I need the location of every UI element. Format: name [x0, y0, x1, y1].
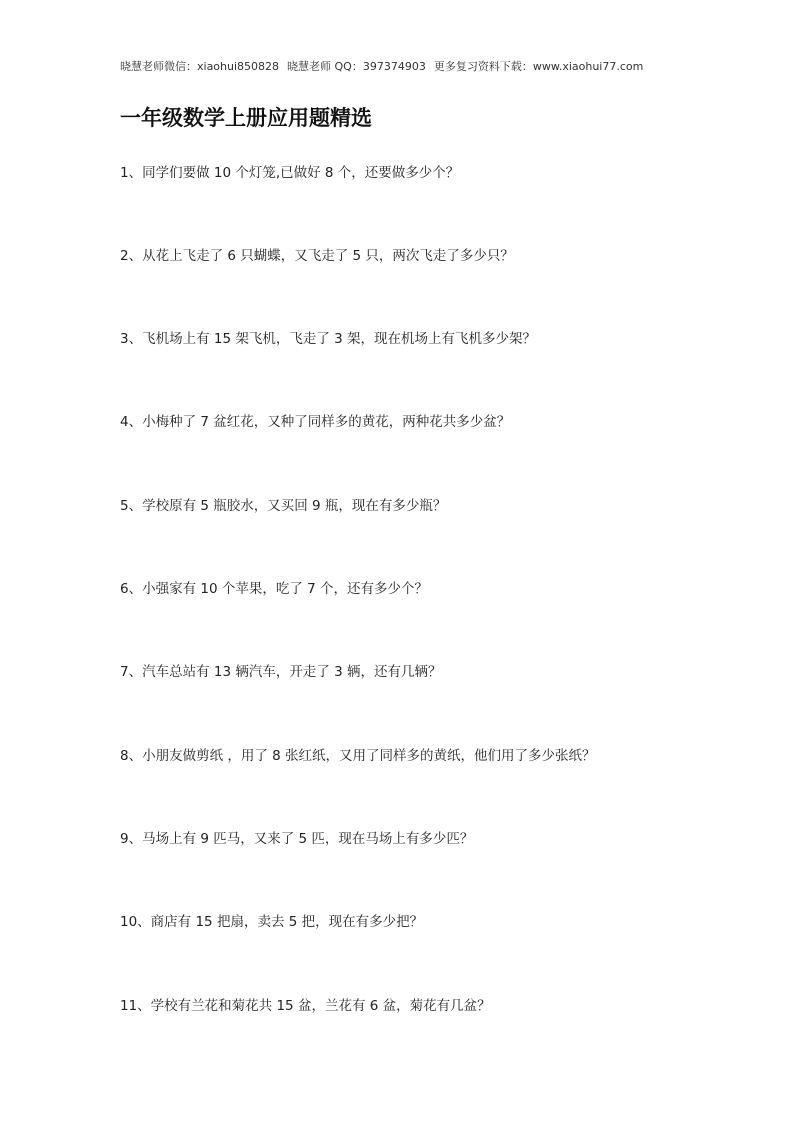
question-10: 10、商店有 15 把扇，卖去 5 把，现在有多少把？ [120, 914, 424, 930]
question-6: 6、小强家有 10 个苹果，吃了 7 个，还有多少个？ [120, 581, 429, 597]
question-4: 4、小梅种了 7 盆红花，又种了同样多的黄花，两种花共多少盆？ [120, 414, 511, 430]
question-9: 9、马场上有 9 匹马，又来了 5 匹，现在马场上有多少匹？ [120, 831, 474, 847]
question-7: 7、汽车总站有 13 辆汽车，开走了 3 辆，还有几辆？ [120, 664, 442, 680]
page-title: 一年级数学上册应用题精选 [120, 106, 372, 130]
header-wechat: 晓慧老师微信：xiaohui850828 [120, 60, 280, 73]
header-download: 更多复习资料下载：www.xiaohui77.com [433, 60, 644, 73]
question-3: 3、飞机场上有 15 架飞机，飞走了 3 架，现在机场上有飞机多少架？ [120, 331, 537, 347]
header-qq: 晓慧老师 QQ：397374903 [287, 60, 426, 73]
question-8: 8、小朋友做剪纸 ，用了 8 张红纸，又用了同样多的黄纸，他们用了多少张纸？ [120, 748, 596, 764]
question-5: 5、学校原有 5 瓶胶水，又买回 9 瓶，现在有多少瓶？ [120, 498, 447, 514]
question-1: 1、同学们要做 10 个灯笼,已做好 8 个，还要做多少个？ [120, 165, 460, 181]
question-2: 2、从花上飞走了 6 只蝴蝶，又飞走了 5 只，两次飞走了多少只？ [120, 248, 514, 264]
page-header [120, 59, 740, 75]
question-11: 11、学校有兰花和菊花共 15 盆，兰花有 6 盆，菊花有几盆？ [120, 998, 491, 1014]
